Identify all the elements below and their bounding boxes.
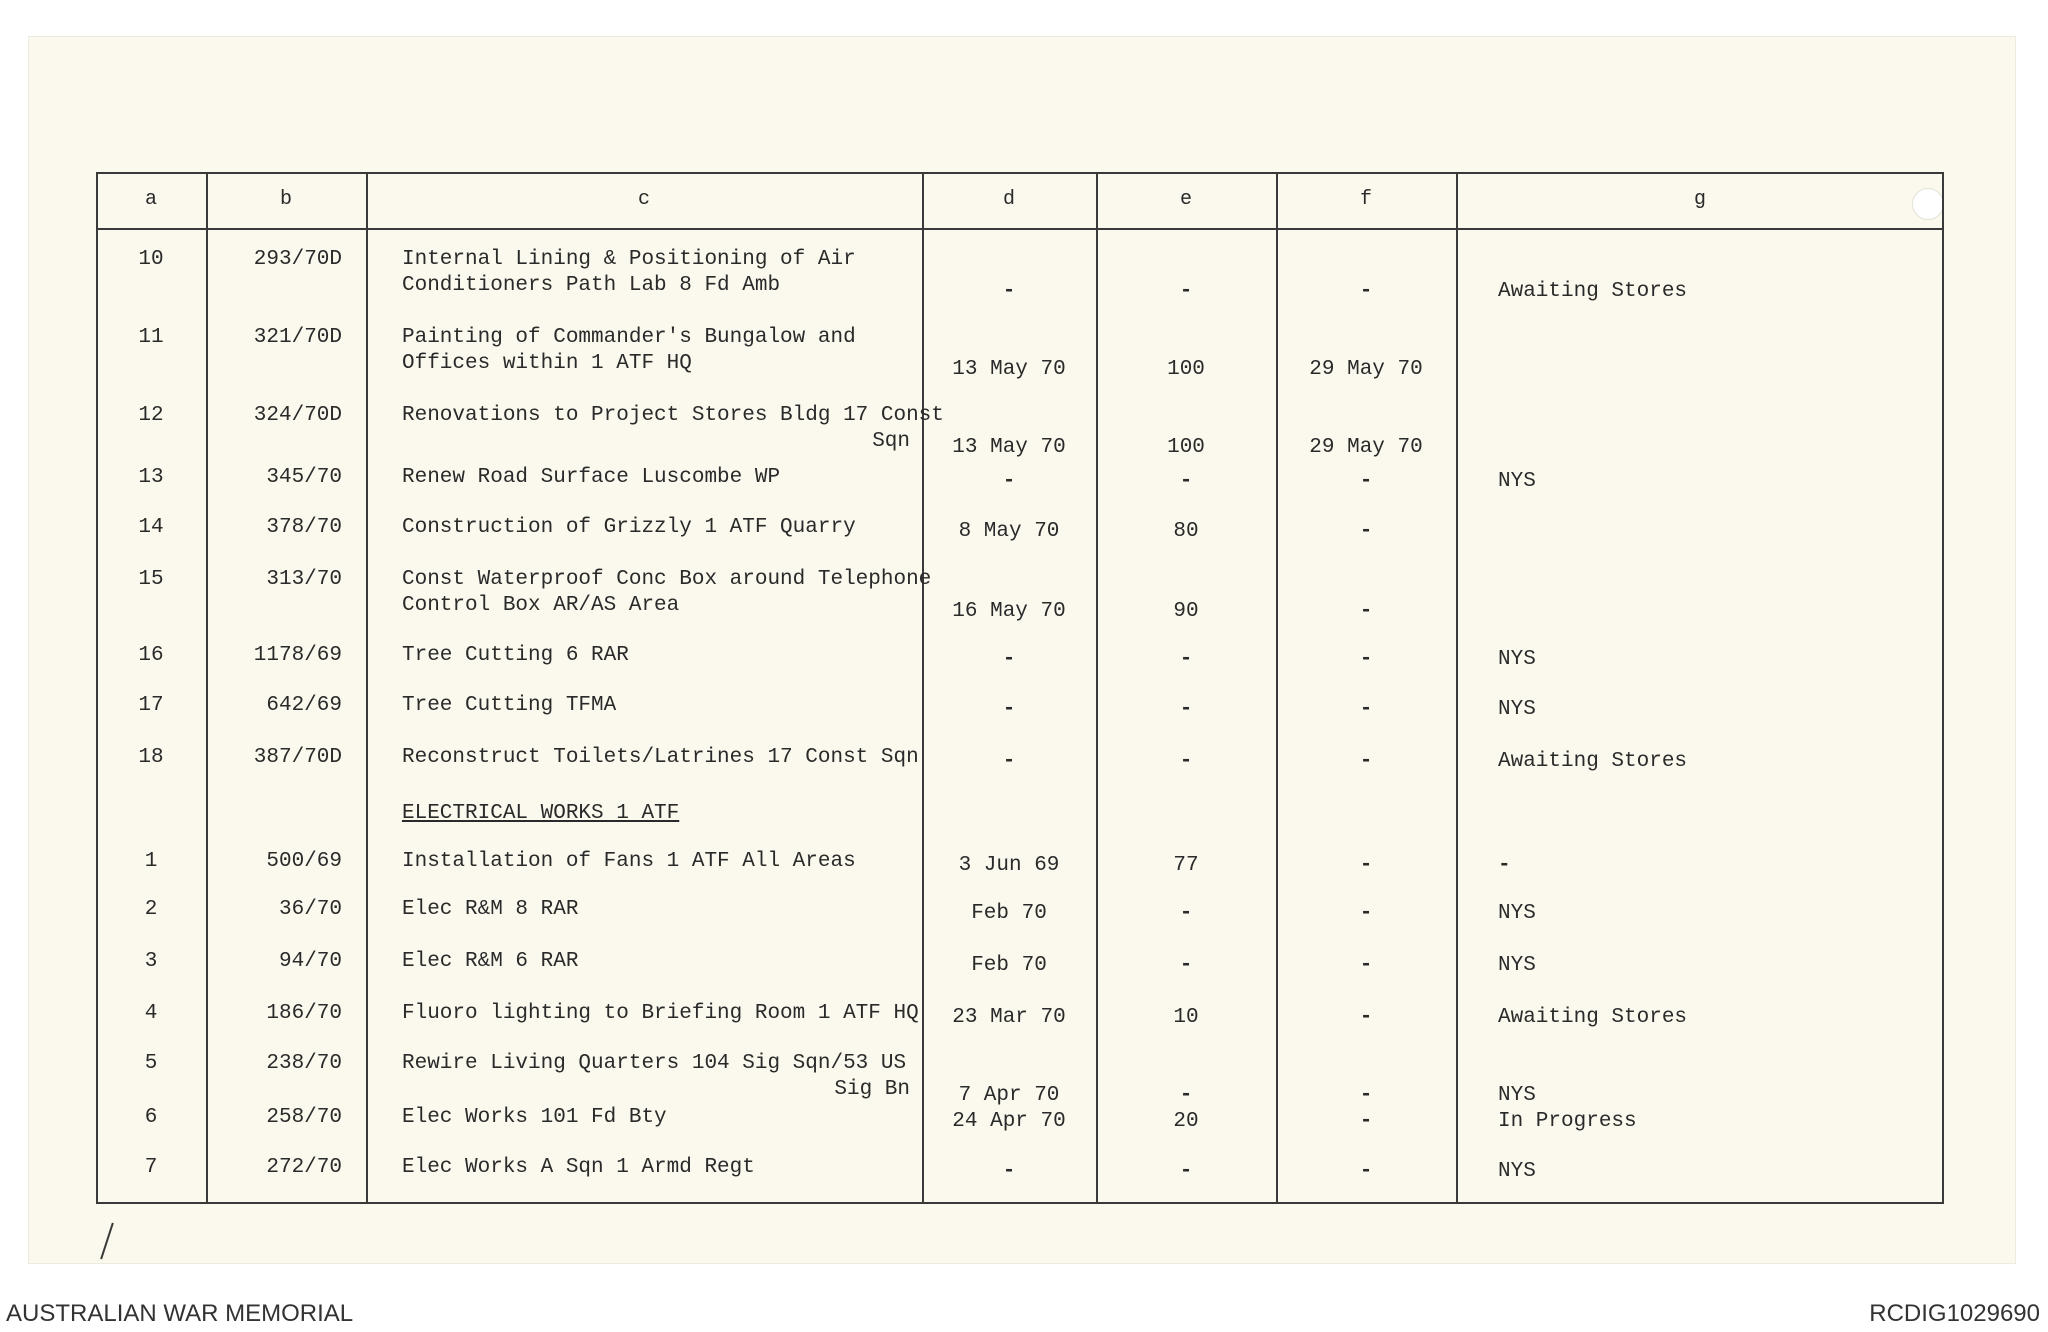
row-status: NYS — [1498, 1160, 1536, 1183]
works-status-table — [96, 172, 1944, 1202]
row-status: - — [1498, 854, 1511, 877]
row-status: NYS — [1498, 902, 1536, 925]
row-item-number: 7 — [144, 1156, 158, 1179]
row-description: Renovations to Project Stores Bldg 17 Const — [402, 404, 944, 427]
row-col-d: Feb 70 — [971, 902, 1047, 925]
row-reference: 272/70 — [266, 1156, 342, 1179]
row-item-number: 5 — [144, 1052, 158, 1075]
row-status: NYS — [1498, 698, 1536, 721]
row-col-f: - — [1359, 1110, 1373, 1133]
row-item-number: 4 — [144, 1002, 158, 1025]
row-col-e: - — [1179, 750, 1193, 773]
row-col-d: - — [1002, 280, 1016, 303]
row-col-d: - — [1002, 648, 1016, 671]
row-status: Awaiting Stores — [1498, 1006, 1688, 1029]
row-col-f: 29 May 70 — [1309, 436, 1423, 459]
column-divider-3 — [922, 172, 924, 1202]
row-col-e: - — [1179, 648, 1193, 671]
row-col-e: 77 — [1173, 854, 1199, 877]
row-col-e: - — [1179, 470, 1193, 493]
row-col-f: 29 May 70 — [1309, 358, 1423, 381]
row-reference: 642/69 — [266, 694, 342, 717]
row-col-e: - — [1179, 902, 1193, 925]
row-description: Tree Cutting TFMA — [402, 694, 617, 717]
row-col-e: 20 — [1173, 1110, 1199, 1133]
row-col-f: - — [1359, 954, 1373, 977]
row-reference: 1178/69 — [253, 644, 342, 667]
row-item-number: 2 — [144, 898, 158, 921]
row-col-f: - — [1359, 750, 1373, 773]
column-header-b: b — [279, 188, 292, 211]
row-col-f: - — [1359, 854, 1373, 877]
row-description: Internal Lining & Positioning of Air — [402, 248, 856, 271]
row-col-f: - — [1359, 648, 1373, 671]
row-reference: 238/70 — [266, 1052, 342, 1075]
row-col-f: - — [1359, 520, 1373, 543]
row-col-f: - — [1359, 1084, 1373, 1107]
row-description: Fluoro lighting to Briefing Room 1 ATF HQ — [402, 1002, 919, 1025]
table-bottom-border — [96, 1202, 1944, 1204]
row-col-e: - — [1179, 1160, 1193, 1183]
row-col-d: - — [1002, 470, 1016, 493]
row-description: Sig Bn — [834, 1078, 910, 1101]
row-description: Conditioners Path Lab 8 Fd Amb — [402, 274, 781, 297]
row-description: Installation of Fans 1 ATF All Areas — [402, 850, 856, 873]
column-header-c: c — [637, 188, 650, 211]
row-col-f: - — [1359, 902, 1373, 925]
row-reference: 324/70D — [253, 404, 342, 427]
row-col-d: - — [1002, 698, 1016, 721]
footer-institution: AUSTRALIAN WAR MEMORIAL — [6, 1300, 354, 1327]
row-status: Awaiting Stores — [1498, 750, 1688, 773]
row-col-d: 8 May 70 — [958, 520, 1060, 543]
row-col-d: 16 May 70 — [952, 600, 1066, 623]
row-item-number: 18 — [138, 746, 164, 769]
table-top-border — [96, 172, 1944, 174]
row-col-d: 23 Mar 70 — [952, 1006, 1066, 1029]
column-header-e: e — [1179, 188, 1192, 211]
row-col-e: - — [1179, 1084, 1193, 1107]
row-col-e: - — [1179, 954, 1193, 977]
row-description: Offices within 1 ATF HQ — [402, 352, 692, 375]
row-col-e: 80 — [1173, 520, 1199, 543]
row-item-number: 11 — [138, 326, 164, 349]
row-description: Control Box AR/AS Area — [402, 594, 680, 617]
column-divider-2 — [366, 172, 368, 1202]
row-status: In Progress — [1498, 1110, 1637, 1133]
row-description: Reconstruct Toilets/Latrines 17 Const Sqn — [402, 746, 919, 769]
row-col-d: 7 Apr 70 — [958, 1084, 1060, 1107]
row-col-e: 10 — [1173, 1006, 1199, 1029]
footer-reference: RCDIG1029690 — [1869, 1300, 2040, 1327]
row-item-number: 3 — [144, 950, 158, 973]
table-header-rule — [96, 228, 1944, 230]
row-description: Elec Works 101 Fd Bty — [402, 1106, 667, 1129]
row-item-number: 13 — [138, 466, 164, 489]
row-col-f: - — [1359, 600, 1373, 623]
row-col-e: - — [1179, 698, 1193, 721]
row-status: NYS — [1498, 648, 1536, 671]
row-reference: 186/70 — [266, 1002, 342, 1025]
column-divider-7 — [1942, 172, 1944, 1202]
section-heading: ELECTRICAL WORKS 1 ATF — [402, 802, 680, 825]
row-col-d: 24 Apr 70 — [952, 1110, 1066, 1133]
row-reference: 258/70 — [266, 1106, 342, 1129]
row-item-number: 17 — [138, 694, 164, 717]
row-reference: 293/70D — [253, 248, 342, 271]
column-header-d: d — [1002, 188, 1015, 211]
row-description: Renew Road Surface Luscombe WP — [402, 466, 781, 489]
row-description: Sqn — [872, 430, 910, 453]
column-divider-5 — [1276, 172, 1278, 1202]
row-reference: 321/70D — [253, 326, 342, 349]
row-description: Tree Cutting 6 RAR — [402, 644, 629, 667]
row-col-e: 100 — [1167, 358, 1205, 381]
row-item-number: 10 — [138, 248, 164, 271]
row-reference: 387/70D — [253, 746, 342, 769]
row-col-e: 100 — [1167, 436, 1205, 459]
row-col-f: - — [1359, 698, 1373, 721]
row-item-number: 14 — [138, 516, 164, 539]
row-status: NYS — [1498, 1084, 1536, 1107]
row-item-number: 16 — [138, 644, 164, 667]
row-reference: 94/70 — [278, 950, 342, 973]
row-col-d: - — [1002, 750, 1016, 773]
column-header-f: f — [1359, 188, 1372, 211]
row-description: Elec Works A Sqn 1 Armd Regt — [402, 1156, 755, 1179]
row-description: Rewire Living Quarters 104 Sig Sqn/53 US — [402, 1052, 907, 1075]
row-col-d: Feb 70 — [971, 954, 1047, 977]
column-divider-4 — [1096, 172, 1098, 1202]
column-header-a: a — [144, 188, 157, 211]
row-col-d: 13 May 70 — [952, 358, 1066, 381]
row-col-e: 90 — [1173, 600, 1199, 623]
row-description: Elec R&M 8 RAR — [402, 898, 579, 921]
row-status: Awaiting Stores — [1498, 280, 1688, 303]
row-description: Elec R&M 6 RAR — [402, 950, 579, 973]
row-status: NYS — [1498, 470, 1536, 493]
row-reference: 36/70 — [278, 898, 342, 921]
row-reference: 500/69 — [266, 850, 342, 873]
row-item-number: 12 — [138, 404, 164, 427]
row-description: Painting of Commander's Bungalow and — [402, 326, 856, 349]
row-col-d: 3 Jun 69 — [958, 854, 1060, 877]
column-header-g: g — [1693, 188, 1706, 211]
row-reference: 378/70 — [266, 516, 342, 539]
row-col-e: - — [1179, 280, 1193, 303]
row-reference: 313/70 — [266, 568, 342, 591]
row-col-f: - — [1359, 280, 1373, 303]
row-col-f: - — [1359, 470, 1373, 493]
row-description: Construction of Grizzly 1 ATF Quarry — [402, 516, 856, 539]
row-item-number: 1 — [144, 850, 158, 873]
row-col-f: - — [1359, 1006, 1373, 1029]
row-col-d: 13 May 70 — [952, 436, 1066, 459]
row-col-f: - — [1359, 1160, 1373, 1183]
column-divider-6 — [1456, 172, 1458, 1202]
row-col-d: - — [1002, 1160, 1016, 1183]
row-status: NYS — [1498, 954, 1536, 977]
row-item-number: 15 — [138, 568, 164, 591]
row-description: Const Waterproof Conc Box around Telephone — [402, 568, 932, 591]
row-reference: 345/70 — [266, 466, 342, 489]
row-item-number: 6 — [144, 1106, 158, 1129]
